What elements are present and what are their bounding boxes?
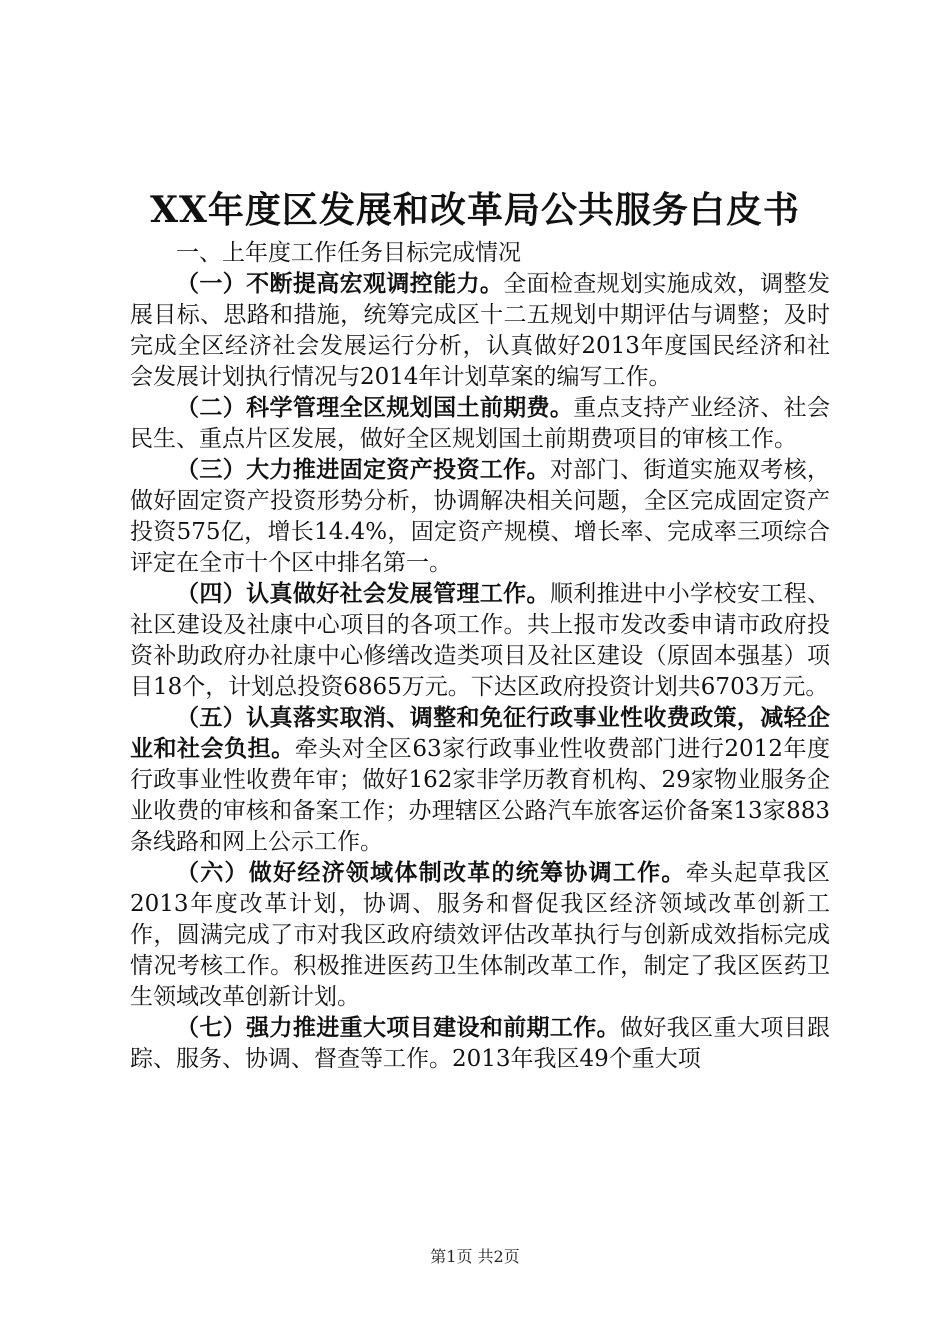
paragraph-lead: （六）做好经济领域体制改革的统筹协调工作。 (176, 860, 686, 886)
paragraph-lead: （二）科学管理全区规划国土前期费。 (176, 395, 574, 421)
paragraph-1 (130, 269, 830, 393)
paragraph-7 (130, 1013, 830, 1075)
paragraph-2 (130, 393, 830, 455)
document-title: XX年度区发展和改革局公共服务白皮书 (150, 189, 800, 231)
paragraph-text: 顺利推进中小学校安工程、社区建设及社康中心项目的各项工作。共上报市发改委申请市政府投资补助政府办社康中心修缮改造类项目及社区建设（原固本强基）项目18个，计划总投资6865万元。下达区政府投资计划共6703万元。 (130, 581, 831, 700)
page-number-footer: 第1页 共2页 (430, 1247, 520, 1266)
paragraph-4 (130, 579, 830, 703)
paragraph-text: 重点支持产业经济、社会民生、重点片区发展，做好全区规划国土前期费项目的审核工作。 (130, 395, 831, 452)
paragraph-5 (130, 703, 830, 858)
paragraph-6 (130, 858, 830, 1013)
paragraph-text: 对部门、街道实施双考核，做好固定资产投资形势分析，协调解决相关问题，全区完成固定资产投资575亿，增长14.4%，固定资产规模、增长率、完成率三项综合评定在全市十个区中排名第一。 (130, 457, 831, 576)
paragraph-text: 全面检查规划实施成效，调整发展目标、思路和措施，统筹完成区十二五规划中期评估与调整；及时完成全区经济社会发展运行分析，认真做好2013年度国民经济和社会发展计划执行情况与2014年计划草案的编写工作。 (130, 271, 831, 390)
paragraph-lead: （七）强力推进重大项目建设和前期工作。 (176, 1015, 621, 1041)
paragraph-lead: （三）大力推进固定资产投资工作。 (176, 457, 550, 483)
paragraph-lead: （一）不断提高宏观调控能力。 (176, 271, 504, 297)
paragraph-text: 牵头对全区63家行政事业性收费部门进行2012年度行政事业性收费年审；做好162家非学历教育机构、29家物业服务企业收费的审核和备案工作；办理辖区公路汽车旅客运价备案13家883条线路和网上公示工作。 (130, 736, 830, 855)
paragraph-lead: （五）认真落实取消、调整和免征行政事业性收费政策，减轻企业和社会负担。 (130, 705, 830, 762)
document-body (130, 238, 830, 1075)
paragraph-text: 牵头起草我区2013年度改革计划，协调、服务和督促我区经济领域改革创新工作，圆满完成了市对我区政府绩效评估改革执行与创新成效指标完成情况考核工作。积极推进医药卫生体制改革工作，制定了我区医药卫生领域改革创新计划。 (130, 860, 831, 1010)
section-heading: 一、上年度工作任务目标完成情况 (176, 240, 521, 266)
paragraph-text: 做好我区重大项目跟踪、服务、协调、督查等工作。2013年我区49个重大项 (130, 1015, 831, 1072)
paragraph-lead: （四）认真做好社会发展管理工作。 (176, 581, 550, 607)
paragraph-3 (130, 455, 830, 579)
